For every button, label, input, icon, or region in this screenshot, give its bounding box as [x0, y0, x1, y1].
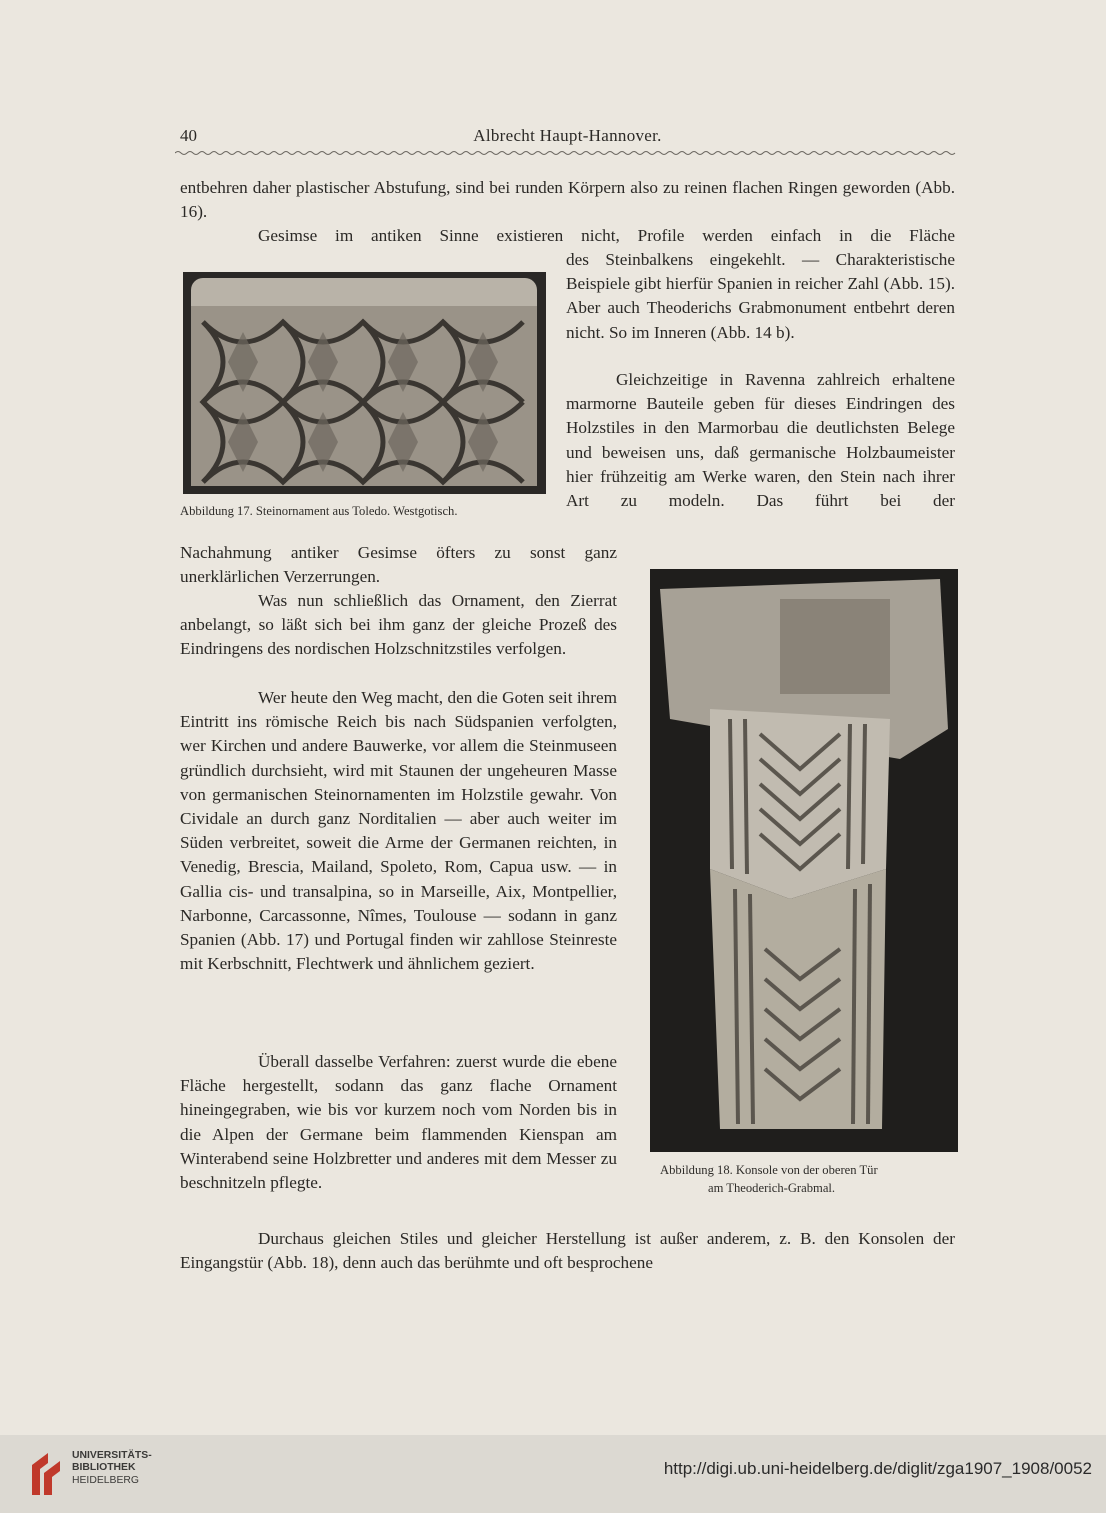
- library-name-line-2: BIBLIOTHEK: [72, 1462, 136, 1474]
- paragraph-5: Wer heute den Weg macht, den die Goten seit ihrem Eintritt ins römische Reich bis nach Südspanien verfolgten, wer Kirchen und andere Bauwerke, vor allem die Steinmuseen gründlich durchsieht, wird mit Staunen der ungeheuren Masse von germanischen Steinornamenten im Holzstile gewahr. Von Cividale an durch ganz Norditalien — aber auch weiter im Süden verbreitet, soweit die Arme der Germanen reichten, in Venedig, Brescia, Mailand, Spoleto, Rom, Capua usw. — in Gallia cis- und transalpina, so in Marseille, Aix, Montpellier, Narbonne, Carcassonne, Nîmes, Toulouse — sodann in ganz Spanien (Abb. 17) und Portugal finden wir zahllose Steinreste mit Kerbschnitt, Flechtwerk und ähnlichem geziert.: [180, 688, 617, 974]
- page-header: [180, 126, 955, 150]
- library-name: [72, 1450, 152, 1487]
- library-name-line-3: HEIDELBERG: [72, 1474, 139, 1486]
- source-url[interactable]: http://digi.ub.uni-heidelberg.de/diglit/zga1907_1908/0052: [663, 1459, 1092, 1478]
- figure-17-photo: [183, 272, 546, 494]
- footer-bar: [0, 1435, 1106, 1513]
- paragraph-1: entbehren daher plastischer Abstufung, sind bei runden Körpern also zu reinen flachen Ringen geworden (Abb. 16).: [180, 178, 955, 222]
- running-head: Albrecht Haupt-Hannover.: [473, 126, 662, 145]
- paragraph-3-wrapped: Gleichzeitige in Ravenna zahlreich erhaltene marmorne Bauteile geben für dieses Eindringen des Holzstiles in den Marmorbau die deutlichsten Belege und beweisen uns, daß germanische Holzbaumeister hier frühzeitig am Werke waren, den Stein nach ihrer Art zu modeln. Das führt bei der: [566, 370, 955, 511]
- figure-18-photo: [650, 569, 958, 1152]
- paragraph-3-continued: Nachahmung antiker Gesimse öfters zu sonst ganz unerklärlichen Verzerrungen.: [180, 543, 617, 587]
- header-rule: [175, 150, 957, 156]
- page-number: 40: [180, 126, 197, 145]
- paragraph-2-line-1: Gesimse im antiken Sinne existieren nicht, Profile werden einfach in die Fläche: [258, 226, 955, 245]
- paragraph-4: Was nun schließlich das Ornament, den Zierrat anbelangt, so läßt sich bei ihm ganz der gleiche Prozeß des Eindringens des nordischen Holzschnitzstiles verfolgen.: [180, 591, 617, 659]
- figure-18-caption-line-1: Abbildung 18. Konsole von der oberen Tür: [660, 1163, 878, 1177]
- paragraph-7: Durchaus gleichen Stiles und gleicher Herstellung ist außer anderem, z. B. den Konsolen der Eingangstür (Abb. 18), denn auch das berühmte und oft besprochene: [180, 1229, 955, 1273]
- stone-ornament-image: [183, 272, 546, 494]
- figure-17-caption: Abbildung 17. Steinornament aus Toledo. Westgotisch.: [180, 504, 458, 518]
- paragraph-6: Überall dasselbe Verfahren: zuerst wurde die ebene Fläche hergestellt, sodann das ganz flache Ornament hineingegraben, wie bis vor kurzem noch vom Norden bis in die Alpen der Germane beim flammenden Kienspan am Winterabend seine Holzbretter und anderes mit dem Messer zu beschnitzeln pflegte.: [180, 1052, 617, 1193]
- library-logo-icon: [26, 1449, 66, 1499]
- library-name-line-1: UNIVERSITÄTS-: [72, 1450, 152, 1461]
- figure-18-caption-line-2: am Theoderich-Grabmal.: [708, 1181, 836, 1195]
- paragraph-2-wrapped: des Steinbalkens eingekehlt. — Charakteristische Beispiele gibt hierfür Spanien in reicher Zahl (Abb. 15). Aber auch Theoderichs Grabmonument entbehrt deren nicht. So im Inneren (Abb. 14 b).: [566, 250, 955, 342]
- console-image: [650, 569, 958, 1152]
